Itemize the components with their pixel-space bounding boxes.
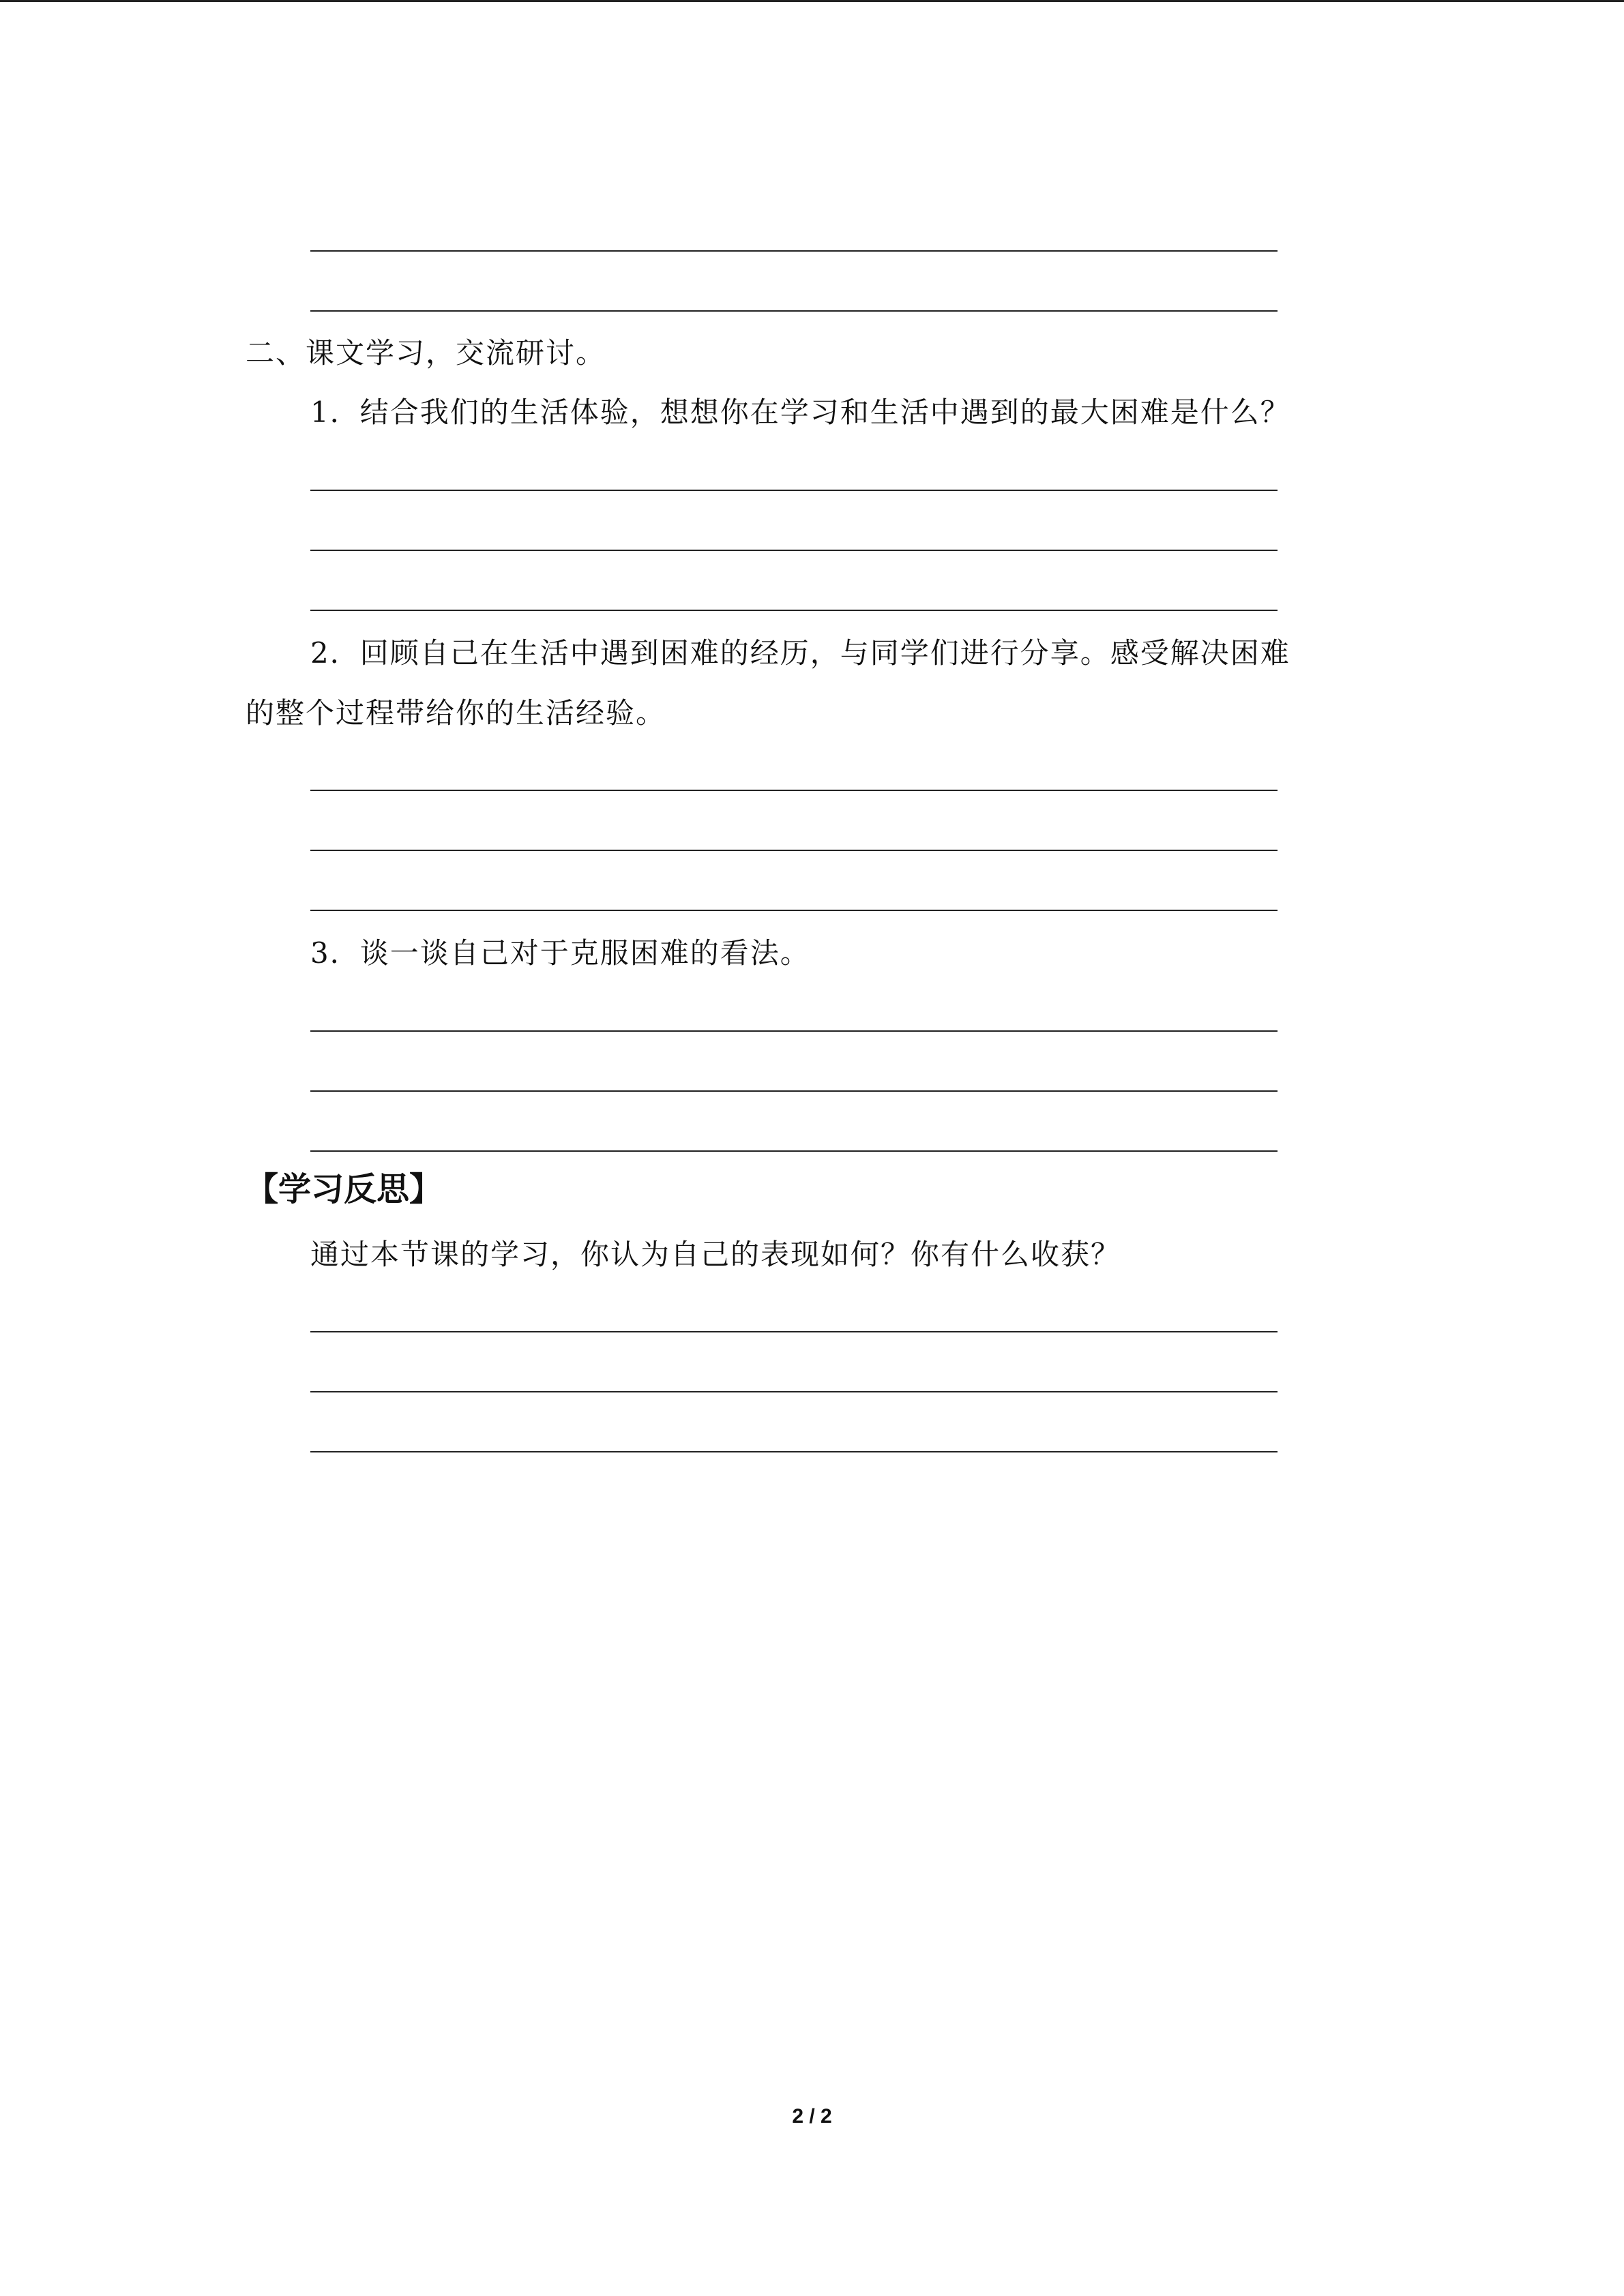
reflection-prompt: 通过本节课的学习，你认为自己的表现如何？你有什么收获？	[310, 1238, 1121, 1271]
question-3: 3．谈一谈自己对于克服困难的看法。	[310, 936, 810, 970]
answer-line[interactable]	[310, 610, 1278, 611]
answer-line[interactable]	[310, 250, 1278, 252]
question-2-line-1: 2．回顾自己在生活中遇到困难的经历，与同学们进行分享。感受解决困难	[310, 636, 1290, 670]
reflection-heading: 【学习反思】	[246, 1170, 443, 1208]
answer-line[interactable]	[310, 1150, 1278, 1152]
answer-line[interactable]	[310, 1030, 1278, 1032]
answer-line[interactable]	[310, 550, 1278, 551]
top-border	[0, 0, 1624, 2]
question-1: 1．结合我们的生活体验，想想你在学习和生活中遇到的最大困难是什么？	[310, 396, 1290, 429]
answer-line[interactable]	[310, 310, 1278, 312]
answer-line[interactable]	[310, 490, 1278, 491]
section-title: 二、课文学习，交流研讨。	[246, 336, 606, 370]
page-number: 2 / 2	[792, 2105, 832, 2128]
question-2-line-2: 的整个过程带给你的生活经验。	[246, 696, 666, 730]
answer-line[interactable]	[310, 1090, 1278, 1092]
answer-line[interactable]	[310, 1331, 1278, 1332]
answer-line[interactable]	[310, 1391, 1278, 1392]
answer-line[interactable]	[310, 850, 1278, 851]
answer-line[interactable]	[310, 910, 1278, 911]
answer-line[interactable]	[310, 1451, 1278, 1452]
answer-line[interactable]	[310, 790, 1278, 791]
